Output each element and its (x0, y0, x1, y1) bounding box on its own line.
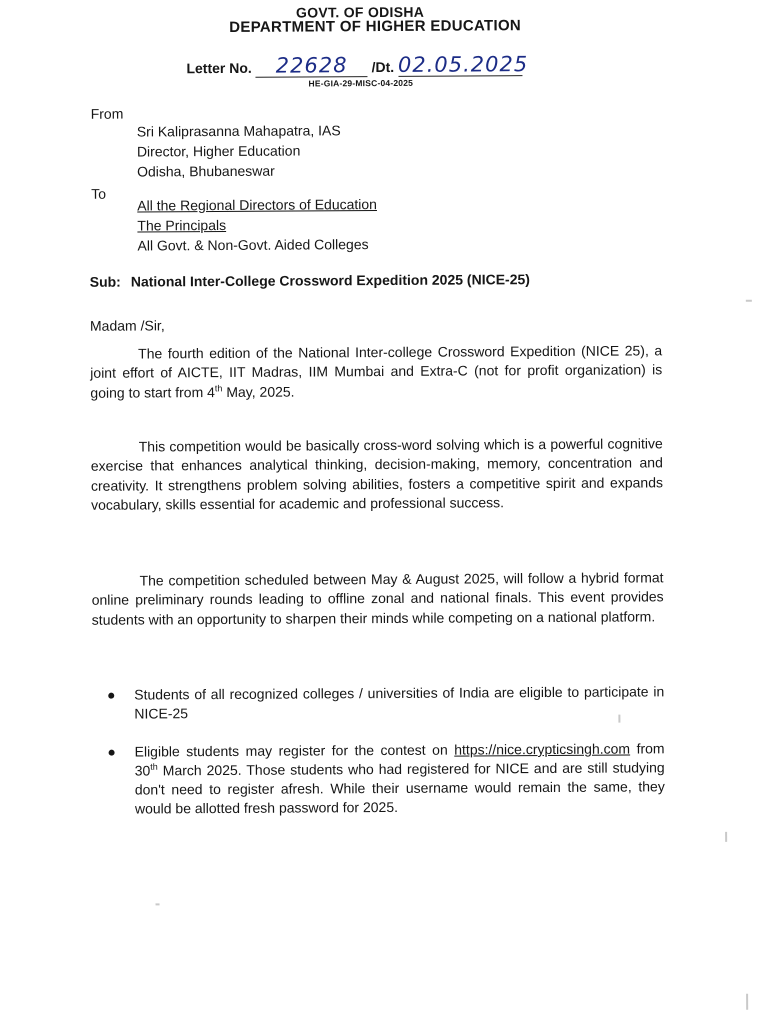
letter-number-line (186, 52, 529, 78)
salutation: Madam /Sir, (89, 317, 165, 334)
bullet-icon (109, 750, 115, 756)
scan-speck (725, 832, 727, 842)
subject-text: National Inter-College Crossword Expedition 2025 (NICE-25) (130, 271, 530, 290)
scan-speck (156, 903, 160, 905)
list-item (92, 682, 664, 723)
department-heading: DEPARTMENT OF HIGHER EDUCATION (229, 17, 522, 36)
to-label: To (91, 185, 107, 202)
from-address (137, 120, 341, 181)
from-line: Odisha, Bhubaneswar (136, 162, 275, 180)
subject-line (90, 271, 530, 290)
subject-label: Sub: (89, 273, 121, 290)
to-line: The Principals (137, 216, 227, 234)
bullet-text: from 30 (134, 740, 665, 779)
paragraph-schedule: The competition scheduled between May & August 2025, will follow a hybrid format online preliminary rounds leading to offline zonal and national finals. This event provides students with an opportunity to sharpen their minds while competing on a national platform. (91, 569, 664, 628)
paragraph-benefits: This competition would be basically cross-word solving which is a powerful cognitive exercise that enhances analytical thinking, decision-making, memory, concentration and creativity. It strengthens problem solving abilities, fosters a competitive spirit and expands vocabulary, skills essential for academic and professional success. (90, 435, 663, 514)
to-line: All the Regional Directors of Education (137, 196, 377, 214)
letter-no-label: Letter No. (186, 59, 252, 77)
file-reference: HE-GIA-29-MISC-04-2025 (308, 77, 414, 89)
to-address (137, 194, 377, 255)
scan-speck (618, 715, 620, 723)
letter-date-field (397, 52, 529, 77)
list-item (93, 739, 665, 818)
registration-link[interactable]: https://nice.crypticsingh.com (454, 740, 631, 758)
paragraph-text: The fourth edition of the National Inter-college Crossword Expedition (NICE 25), a joint effort of AICTE, IIT Madras, IIM Mumbai and Extra-C (not for profit organization) is going to start from 4 (90, 342, 663, 401)
from-line: Sri Kaliprasanna Mahapatra, IAS (136, 122, 341, 140)
bullet-icon (108, 693, 114, 699)
bullet-text: Eligible students may register for the contest on (134, 741, 455, 760)
letter-number-field (256, 53, 368, 78)
letter-number-handwritten: 22628 (275, 53, 348, 78)
paragraph-text: May, 2025. (222, 383, 295, 400)
letter-date-handwritten: 02.05.2025 (397, 52, 529, 77)
scan-speck (746, 994, 748, 1010)
from-label: From (90, 105, 124, 122)
eligibility-list (92, 682, 665, 818)
govt-heading: GOVT. OF ODISHA (295, 3, 425, 21)
ordinal-suffix: th (150, 761, 158, 772)
from-line: Director, Higher Education (136, 142, 301, 160)
bullet-text: March 2025. Those students who had registered for NICE and are still studying don't need to register afresh. While their username would remain the same, they would be allotted fresh password for 2025. (134, 759, 665, 817)
date-label: /Dt. (371, 58, 395, 76)
paragraph-intro (90, 341, 662, 403)
ordinal-suffix: th (214, 383, 223, 394)
to-line: All Govt. & Non-Govt. Aided Colleges (137, 236, 369, 254)
bullet-text: Students of all recognized colleges / universities of India are eligible to participate in NICE-25 (134, 683, 665, 722)
scan-speck (746, 300, 752, 302)
